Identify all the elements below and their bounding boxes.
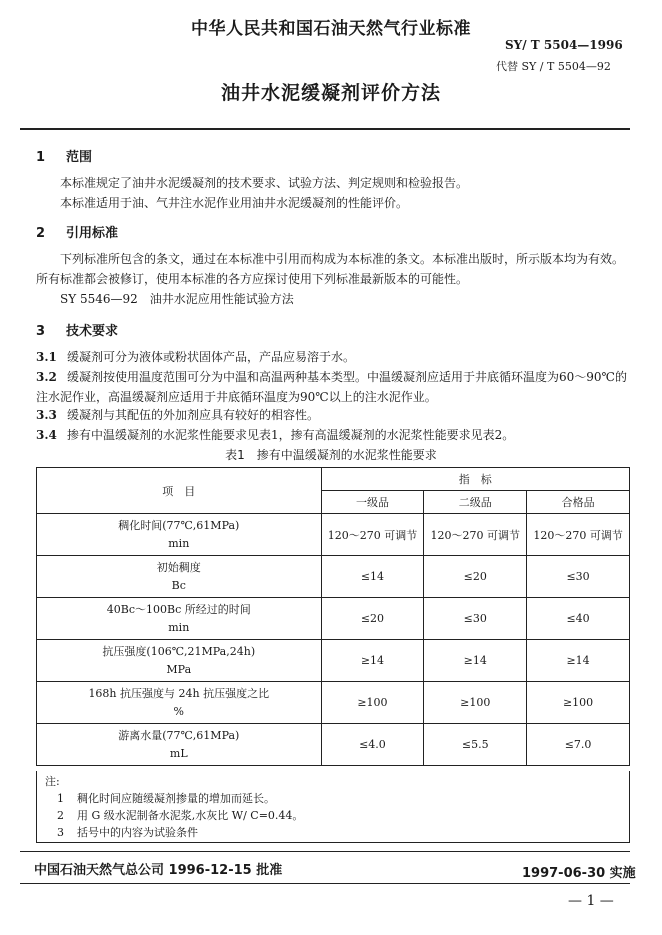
table-cell: ≥14 [527,640,630,682]
row-label [37,598,322,640]
row-label [37,514,322,556]
table-row [37,514,630,556]
clause-text: 掺有中温缓凝剂的水泥浆性能要求见表1，掺有高温缓凝剂的水泥浆性能要求见表2。 [67,428,515,442]
property-unit: min [168,536,190,550]
note-item [45,807,629,824]
page-number: — 1 — [568,893,614,909]
grade-header: 合格品 [527,491,630,514]
note-text: 稠化时间应随缓凝剂掺量的增加而延长。 [77,792,275,805]
header-divider [20,128,630,130]
standard-code: SY/ T 5504—1996 [505,38,623,52]
row-label [37,640,322,682]
table-row [37,724,630,766]
table-cell: 120～270 可调节 [527,514,630,556]
section-number: 3 [36,324,46,339]
clause-text: 缓凝剂与其配伍的外加剂应具有较好的相容性。 [67,408,320,422]
row-label [37,682,322,724]
note-number: 3 [57,826,64,839]
references-paragraph: 下列标准所包含的条文，通过在本标准中引用而构成为本标准的条文。本标准出版时，所示版本均为有效。所有标准都会被修订，使用本标准的各方应探讨使用下列标准最新版本的可能性。 [36,252,625,286]
row-label [37,724,322,766]
table-cell: 120～270 可调节 [424,514,527,556]
note-item [45,824,629,841]
clause-number: 3.4 [36,428,57,442]
property-name: 游离水量(77℃,61MPa) [118,728,240,742]
approval-line: 中国石油天然气总公司 1996-12-15 批准 [34,863,283,878]
clause-number: 3.3 [36,408,57,422]
table-row [37,640,630,682]
notes-title: 注: [45,775,60,788]
table-notes [36,771,630,843]
note-text: 用 G 级水泥制备水泥浆,水灰比 W/ C=0.44。 [77,809,304,822]
property-name: 40Bc～100Bc 所经过的时间 [106,602,251,616]
table-cell: ≤20 [424,556,527,598]
scope-body [36,173,630,213]
table-row [37,682,630,724]
note-number: 2 [57,809,64,822]
column-header-item: 项 目 [37,468,322,514]
table-cell: ≥100 [424,682,527,724]
table-cell: ≥14 [424,640,527,682]
footer-divider [20,851,630,852]
standard-category: 中华人民共和国石油天然气行业标准 [191,19,471,39]
grade-header: 二级品 [424,491,527,514]
table-cell: ≤40 [527,598,630,640]
clause-text: 缓凝剂可分为液体或粉状固体产品，产品应易溶于水。 [67,350,356,364]
property-name: 初始稠度 [156,560,201,574]
section-heading-scope [36,146,92,165]
row-label [37,556,322,598]
clause-3-3 [36,405,630,425]
footer-bottom-rule [20,883,630,884]
clause-3-1 [36,347,630,367]
property-unit: Bc [171,578,186,592]
table-cell: ≥100 [321,682,424,724]
table-cell: ≤30 [424,598,527,640]
table-cell: ≤20 [321,598,424,640]
clause-number: 3.1 [36,350,57,364]
replaced-standard: 代替 SY / T 5504—92 [496,60,611,73]
grade-header: 一级品 [321,491,424,514]
section-title: 范围 [66,150,93,165]
section-number: 1 [36,150,46,165]
table-cell: ≥14 [321,640,424,682]
note-number: 1 [57,792,64,805]
section-number: 2 [36,226,46,241]
property-name: 稠化时间(77℃,61MPa) [118,518,240,532]
clause-text: 缓凝剂按使用温度范围可分为中温和高温两种基本类型。中温缓凝剂应适用于井底循环温度为60～90℃的注水泥作业，高温缓凝剂应适用于井底循环温度为90℃以上的注水泥作业。 [36,370,627,404]
property-unit: mL [169,746,188,760]
performance-table [36,467,630,766]
column-header-index: 指 标 [321,468,629,491]
table-row [37,556,630,598]
table-row [37,598,630,640]
table-cell: ≥100 [527,682,630,724]
section-heading-requirements [36,320,118,339]
referenced-standard: SY 5546—92 油井水泥应用性能试验方法 [60,292,294,306]
table-cell: ≤7.0 [527,724,630,766]
property-unit: MPa [166,662,192,676]
property-unit: % [173,704,184,718]
table-cell: ≤5.5 [424,724,527,766]
section-title: 技术要求 [66,324,119,339]
section-heading-references [36,222,118,241]
clause-3-2 [36,367,630,407]
table-cell: ≤14 [321,556,424,598]
property-unit: min [168,620,190,634]
document-title: 油井水泥缓凝剂评价方法 [220,82,441,104]
property-name: 168h 抗压强度与 24h 抗压强度之比 [88,686,270,700]
implementation-date: 1997-06-30 实施 [522,866,636,881]
table-cell: ≤30 [527,556,630,598]
section-title: 引用标准 [66,226,119,241]
clause-3-4 [36,425,630,445]
table-cell: 120～270 可调节 [321,514,424,556]
table-cell: ≤4.0 [321,724,424,766]
property-name: 抗压强度(106℃,21MPa,24h) [102,644,256,658]
clause-number: 3.2 [36,370,57,384]
scope-line: 本标准适用于油、气井注水泥作业用油井水泥缓凝剂的性能评价。 [60,196,409,210]
table-caption: 表1 掺有中温缓凝剂的水泥浆性能要求 [225,448,437,462]
scope-line: 本标准规定了油井水泥缓凝剂的技术要求、试验方法、判定规则和检验报告。 [60,176,469,190]
note-text: 括号中的内容为试验条件 [77,826,198,839]
note-item [45,790,629,807]
